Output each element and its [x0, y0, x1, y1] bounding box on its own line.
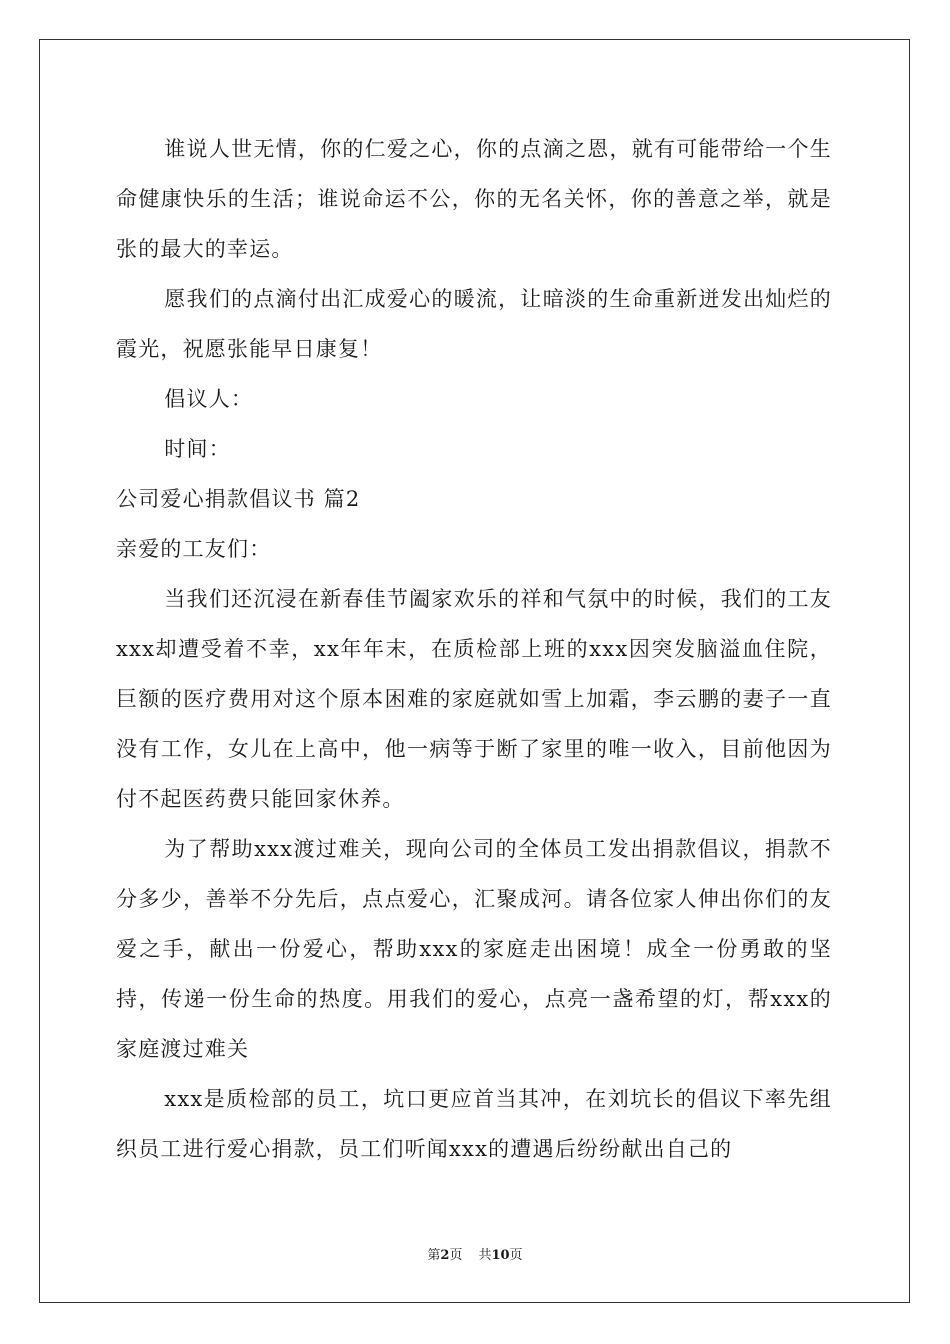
- total-unit: 页: [509, 1248, 523, 1263]
- document-body: [116, 124, 832, 1174]
- paragraph-3: 当我们还沉浸在新春佳节阖家欢乐的祥和气氛中的时候，我们的工友xxx却遭受着不幸，xx年年末，在质检部上班的xxx因突发脑溢血住院，巨额的医疗费用对这个原本困难的家庭就如雪上加霜，李云鹏的妻子一直没有工作，女儿在上高中，他一病等于断了家里的唯一收入，目前他因为付不起医药费只能回家休养。: [116, 587, 832, 811]
- paragraph-2: 愿我们的点滴付出汇成爱心的暖流，让暗淡的生命重新迸发出灿烂的霞光，祝愿张能早日康复！: [116, 287, 832, 361]
- salutation: 亲爱的工友们：: [116, 537, 272, 561]
- page-total: 10: [491, 1248, 510, 1263]
- page-current: 2: [440, 1248, 450, 1263]
- paragraph-1: 谁说人世无情，你的仁爱之心，你的点滴之恩，就有可能带给一个生命健康快乐的生活；谁说命运不公，你的无名关怀，你的善意之举，就是张的最大的幸运。: [116, 137, 832, 261]
- date-line: 时间：: [164, 437, 231, 461]
- section-heading: 公司爱心捐款倡议书 篇2: [116, 487, 361, 511]
- page-unit: 页: [449, 1248, 463, 1263]
- paragraph-4: 为了帮助xxx渡过难关，现向公司的全体员工发出捐款倡议，捐款不分多少，善举不分先后，点点爱心，汇聚成河。请各位家人伸出你们的友爱之手，献出一份爱心，帮助xxx的家庭走出困境！成全一份勇敢的坚持，传递一份生命的热度。用我们的爱心，点亮一盏希望的灯，帮xxx的家庭渡过难关: [116, 837, 832, 1061]
- initiator-line: 倡议人：: [164, 387, 254, 411]
- paragraph-5: xxx是质检部的员工，坑口更应首当其冲，在刘坑长的倡议下率先组织员工进行爱心捐款，员工们听闻xxx的遭遇后纷纷献出自己的: [116, 1087, 832, 1161]
- total-prefix: 共: [478, 1248, 492, 1263]
- page-prefix: 第: [427, 1248, 441, 1263]
- page-footer: [0, 1244, 950, 1263]
